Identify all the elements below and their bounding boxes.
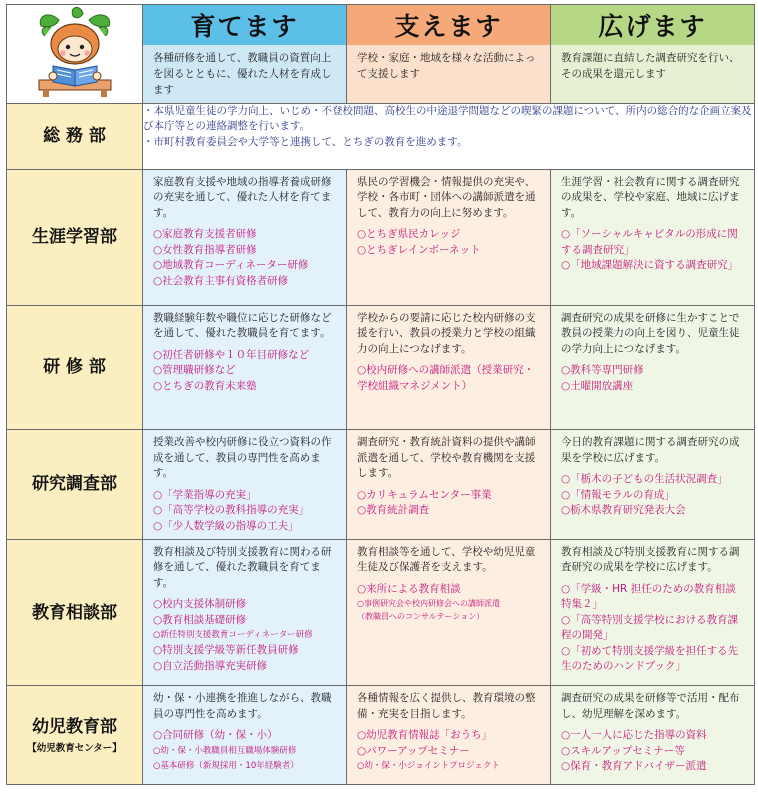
cell-description: 教育相談等を通して、学校や幼児児童生徒及び保護者を支えます。: [357, 545, 536, 574]
row-kyoiku-sodan: [7, 539, 755, 686]
dept-subname: 【幼児教育センター】: [27, 743, 122, 755]
program-list: [153, 348, 338, 395]
label-shogai: [7, 169, 143, 305]
cell-description: 調査研究の成果を研修に生かすことで教員の授業力の向上を図り、児童生徒の学力向上につなげます。: [561, 311, 740, 355]
program-item: ○「ソーシャルキャピタルの形成に関する調査研究」: [561, 228, 738, 256]
program-list: [561, 227, 746, 274]
cell-description: 教職経験年数や職位に応じた研修などを通して、優れた教職員を育てます。: [153, 311, 332, 340]
header-row: [7, 5, 755, 104]
program-item: ○社会教育主事有資格者研修: [153, 274, 289, 287]
cell-description: 教育相談及び特別支援教育に関する調査研究の成果を学校に広げます。: [561, 545, 740, 574]
cell-description: 学校からの要請に応じた校内研修の支援を行い、教員の授業力と学校の組織力の向上につなげます。: [357, 311, 536, 355]
program-item: ○幼・保・小教職員相互職場体験研修: [153, 745, 297, 756]
program-item: ○女性教育指導者研修: [153, 243, 257, 256]
departments-table: [6, 4, 755, 785]
program-item: ○合同研修（幼・保・小）: [153, 729, 278, 742]
cell-sasae: [347, 305, 551, 430]
program-item: ○栃木県教育研究発表大会: [561, 504, 686, 517]
row-somu: [7, 103, 755, 169]
cell-sasae: [347, 430, 551, 540]
program-list: [153, 597, 338, 674]
cell-sasae: [347, 539, 551, 686]
cell-content: [143, 430, 346, 538]
program-list: [357, 227, 542, 258]
program-item: ○教科等専門研修: [561, 364, 644, 377]
program-item: ○教育統計調査: [357, 504, 430, 517]
cell-description: 調査研究・教育統計資料の提供や講師派遣を通して、学校や教育機関を支援します。: [357, 436, 536, 480]
mascot-cell: [7, 5, 143, 104]
program-item: ○パワーアップセミナー: [357, 744, 470, 757]
label-kyoiku-sodan: [7, 539, 143, 686]
program-list: [153, 488, 338, 535]
dept-name: 生涯学習部: [32, 227, 117, 248]
cell-hiroge: [551, 539, 755, 686]
organization-chart: [6, 4, 754, 785]
program-item: ○校内研修への講師派遣（授業研究・学校組織マネジメント）: [357, 364, 535, 392]
cell-sodate: [143, 169, 347, 305]
program-item: ○「高等特別支援学校における教育課程の開発」: [561, 613, 739, 642]
header-desc-3: 教育課題に直結した調査研究を行い、その成果を還元します: [561, 52, 740, 80]
label-somu: [7, 103, 143, 169]
cell-content: [143, 540, 346, 679]
label-kenshu: [7, 305, 143, 430]
somu-line-1: ・本県児童生徒の学力向上、いじめ・不登校問題、高校生の中途退学問題などの喫緊の課題について、所内の総合的な企画立案及び本庁等との連絡調整を行います。: [143, 104, 752, 132]
cell-content: [143, 170, 346, 294]
cell-sodate: [143, 305, 347, 430]
program-item: ○幼児教育情報誌「おうち」: [357, 729, 493, 742]
program-item: ○来所による教育相談: [357, 582, 461, 595]
dept-name: 総 務 部: [43, 126, 106, 147]
program-item: ○地域教育コーディネーター研修: [153, 259, 309, 272]
cell-sodate: [143, 539, 347, 686]
cell-sodate: [143, 430, 347, 540]
program-item: ○「少人数学級の指導の工夫」: [153, 519, 299, 532]
row-kenshu: [7, 305, 755, 430]
header-title-1: 育てます: [143, 5, 346, 45]
program-list: [561, 472, 746, 519]
header-desc-2: 学校・家庭・地域を様々な活動によって支援します: [357, 52, 536, 80]
header-desc-1: 各種研修を通して、教職員の資質向上を図るとともに、優れた人材を育成します: [153, 52, 332, 96]
cell-hiroge: [551, 686, 755, 785]
program-item: ○「学級・HR 担任のための教育相談特集２」: [561, 582, 736, 611]
program-list: [153, 728, 338, 774]
cell-sasae: [347, 686, 551, 785]
cell-content: [551, 540, 754, 679]
header-sasaemasu: [347, 5, 551, 104]
cell-description: 各種情報を広く提供し、教育環境の整備・充実を目指します。: [357, 692, 536, 720]
program-list: [561, 728, 746, 775]
program-list: [357, 728, 542, 774]
cell-description: 幼・保・小連携を推進しながら、教職員の専門性を高めます。: [153, 692, 332, 720]
cell-description: 家庭教育支援や地域の指導者養成研修の充実を通して、優れた人材を育てます。: [153, 175, 332, 219]
cell-description: 調査研究の成果を研修等で活用・配布し、幼児理解を深めます。: [561, 692, 740, 720]
program-item: ○校内支援体制研修: [153, 598, 247, 611]
somu-line-2: ・市町村教育委員会や大学等と連携して、とちぎの教育を進めます。: [143, 135, 468, 148]
program-list: [357, 582, 542, 624]
cell-description: 授業改善や校内研修に役立つ資料の作成を通して、教員の専門性を高めます。: [153, 436, 332, 480]
cell-content: [551, 170, 754, 278]
program-list: [153, 227, 338, 289]
row-shogai: [7, 169, 755, 305]
cell-hiroge: [551, 305, 755, 430]
program-item: ○とちぎの教育未来塾: [153, 379, 257, 392]
cell-content: [551, 306, 754, 399]
program-list: [357, 488, 542, 519]
cell-description: 生涯学習・社会教育に関する調査研究の成果を、学校や家庭、地域に広げます。: [561, 175, 740, 219]
header-title-2: 支えます: [347, 5, 550, 45]
cell-content: [143, 306, 346, 399]
program-item: ○教育相談基礎研修: [153, 613, 247, 626]
program-list: [561, 582, 746, 675]
cell-description: 教育相談及び特別支援教育に関わる研修を通して、優れた教職員を育てます。: [153, 545, 332, 589]
program-item: ○「高等学校の教科指導の充実」: [153, 504, 310, 517]
program-item: ○一人一人に応じた指導の資料: [561, 729, 707, 742]
row-kenkyu: [7, 430, 755, 540]
cell-content: [347, 306, 550, 399]
cell-content: [143, 686, 346, 778]
program-item: ○幼・保・小ジョイントプロジェクト: [357, 761, 500, 772]
program-item: ○カリキュラムセンター事業: [357, 488, 492, 501]
program-item: ○スキルアップセミナー等: [561, 744, 685, 757]
program-item: ○基本研修（新規採用・10年経験者）: [153, 760, 299, 771]
program-item: ○「学業指導の充実」: [153, 488, 257, 501]
program-item: ○「初めて特別支援学級を担任する先生のためのハンドブック」: [561, 644, 739, 673]
row-yoji: [7, 686, 755, 785]
program-item: （教職員へのコンサルテーション）: [357, 612, 485, 622]
program-item: ○管理職研修など: [153, 364, 236, 377]
program-item: ○「地域課題解決に資する調査研究」: [561, 259, 739, 272]
cell-content: [551, 686, 754, 779]
somu-description: [143, 103, 755, 169]
cell-hiroge: [551, 430, 755, 540]
dept-name: 幼児教育部: [32, 717, 117, 738]
mascot-reading-book-icon: [29, 6, 121, 98]
cell-content: [347, 686, 550, 778]
cell-hiroge: [551, 169, 755, 305]
program-item: ○保育・教育アドバイザー派遣: [561, 760, 707, 773]
cell-sasae: [347, 169, 551, 305]
dept-name: 教育相談部: [32, 602, 117, 623]
cell-description: 県民の学習機会・情報提供の充実や、学校・各市町・団体への講師派遣を通して、教育力の向上に努めます。: [357, 175, 536, 219]
program-list: [561, 363, 746, 394]
program-item: ○とちぎレインボーネット: [357, 243, 481, 256]
label-yoji: [7, 686, 143, 785]
program-item: ○自立活動指導充実研修: [153, 659, 268, 672]
dept-name: 研 修 部: [43, 357, 106, 378]
header-title-3: 広げます: [551, 5, 754, 45]
header-sodatemasu: [143, 5, 347, 104]
program-item: ○「情報モラルの育成」: [561, 488, 675, 501]
program-item: ○事例研究会や校内研修会への講師派遣: [357, 599, 500, 609]
program-item: ○とちぎ県民カレッジ: [357, 228, 461, 241]
cell-content: [347, 430, 550, 523]
program-item: ○初任者研修や１０年目研修など: [153, 348, 310, 361]
program-item: ○「栃木の子どもの生活状況調査」: [561, 473, 728, 486]
label-kenkyu: [7, 430, 143, 540]
dept-name: 研究調査部: [32, 474, 117, 495]
program-item: ○土曜開放講座: [561, 379, 634, 392]
program-item: ○特別支援学級等新任教員研修: [153, 644, 299, 657]
program-list: [357, 363, 542, 394]
program-item: ○新任特別支援教育コーディネーター研修: [153, 630, 313, 641]
cell-content: [551, 430, 754, 523]
cell-sodate: [143, 686, 347, 785]
cell-content: [347, 170, 550, 263]
cell-description: 今日的教育課題に関する調査研究の成果を学校に広げます。: [561, 436, 740, 464]
cell-content: [347, 540, 550, 628]
header-hirogemasu: [551, 5, 755, 104]
program-item: ○家庭教育支援者研修: [153, 228, 257, 241]
